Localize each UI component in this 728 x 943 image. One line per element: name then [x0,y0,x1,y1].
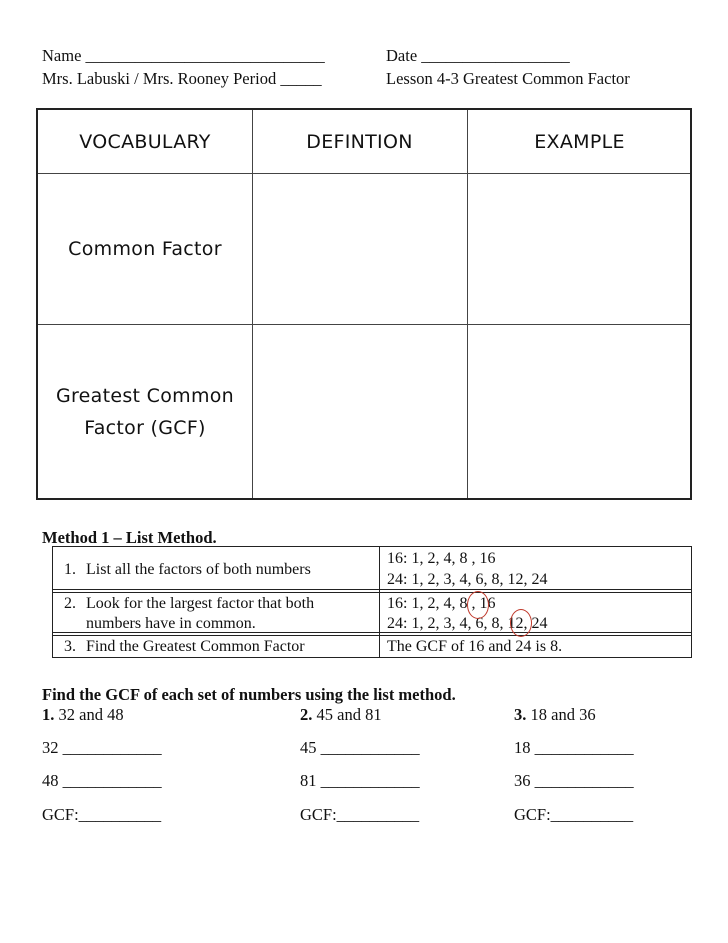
step-example: The GCF of 16 and 24 is 8. [387,638,563,655]
vocab-header-vocabulary: VOCABULARY [79,130,211,153]
lesson-title: Lesson 4-3 Greatest Common Factor [386,69,630,88]
definition-cell-common-factor[interactable] [252,173,467,324]
practice-title: Find the GCF of each set of numbers using the list method. [42,685,456,704]
problem-3 [514,705,596,725]
example-cell-common-factor[interactable] [467,173,692,324]
problem-1 [42,705,124,725]
factor-line[interactable]: 48 ____________ [42,771,162,790]
method-border [691,546,692,658]
gcf-answer-line[interactable]: GCF:__________ [42,805,162,824]
method-border [379,546,380,658]
highlight-circle [510,609,532,637]
vocab-term-gcf [38,324,252,500]
step-number: 2. [64,595,76,612]
vocab-term-line: Factor (GCF) [84,417,206,439]
step-text: Find the Greatest Common Factor [86,638,305,655]
vocab-term-line: Greatest Common [55,385,235,407]
date-line[interactable]: Date __________________ [386,46,570,65]
definition-cell-gcf[interactable] [252,324,467,500]
factor-line[interactable]: 32 ____________ [42,738,162,757]
method-border [52,546,692,547]
problem-2 [300,705,382,725]
factor-line[interactable]: 36 ____________ [514,771,634,790]
method-border [52,592,692,593]
example-cell-gcf[interactable] [467,324,692,500]
problem-number: 1. [42,705,55,724]
highlight-circle [467,591,489,619]
step-example: 16: 1, 2, 4, 8 , 16 [387,550,496,567]
step-number: 3. [64,638,76,655]
problem-text: 32 and 48 [58,705,124,724]
vocab-header-example: EXAMPLE [534,130,625,153]
method-border [52,657,692,658]
problem-text: 18 and 36 [530,705,596,724]
method-border [52,546,53,658]
name-line[interactable]: Name _____________________________ [42,46,325,65]
step-example: 24: 1, 2, 3, 4, 6, 8, 12, 24 [387,615,548,632]
vocabulary-table [36,108,692,500]
teacher-period-line: Mrs. Labuski / Mrs. Rooney Period _____ [42,69,322,88]
problem-text: 45 and 81 [316,705,382,724]
factor-line[interactable]: 45 ____________ [300,738,420,757]
vocab-term-common-factor [38,173,252,324]
factor-line[interactable]: 18 ____________ [514,738,634,757]
problem-number: 3. [514,705,527,724]
step-text: List all the factors of both numbers [86,561,311,578]
method-table [52,546,692,658]
method-border [52,589,692,590]
step-text: Look for the largest factor that both [86,595,315,612]
step-example: 24: 1, 2, 3, 4, 6, 8, 12, 24 [387,571,548,588]
gcf-answer-line[interactable]: GCF:__________ [514,805,634,824]
factor-line[interactable]: 81 ____________ [300,771,420,790]
step-number: 1. [64,561,76,578]
gcf-answer-line[interactable]: GCF:__________ [300,805,420,824]
step-text: numbers have in common. [86,615,256,632]
vocab-header-definition: DEFINTION [306,130,413,153]
step-example: 16: 1, 2, 4, 8 , 16 [387,595,496,612]
method-border [52,635,692,636]
method-title: Method 1 – List Method. [42,528,217,547]
vocab-term-line: Common Factor [68,237,222,260]
problem-number: 2. [300,705,313,724]
